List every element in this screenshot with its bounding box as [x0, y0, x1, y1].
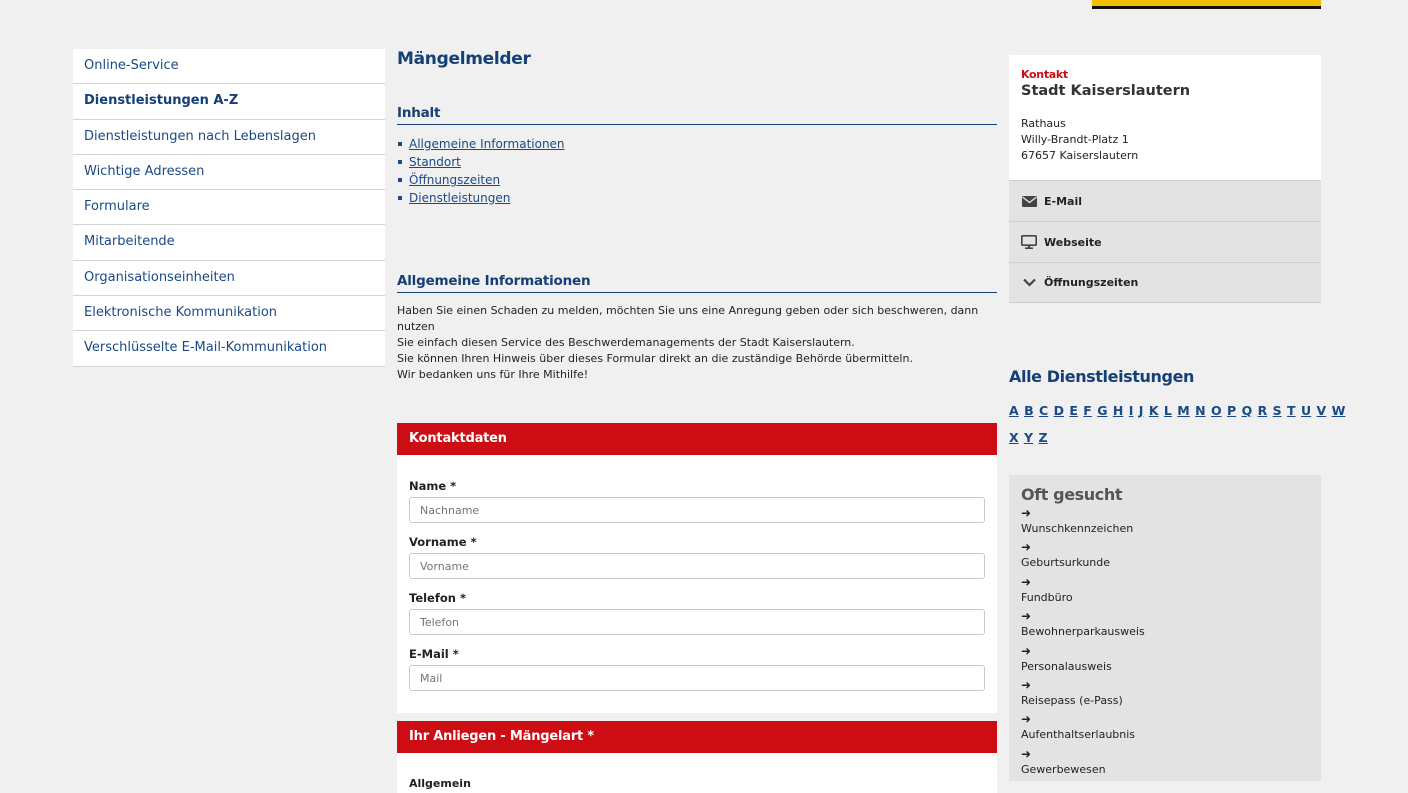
- alle-dienstleistungen: [1009, 367, 1346, 451]
- chevron-down-icon: [1021, 276, 1037, 290]
- arrow-right-icon: ➜: [1021, 609, 1032, 624]
- letter-link-h[interactable]: H: [1112, 403, 1124, 418]
- oft-gesucht-label[interactable]: Reisepass (e-Pass): [1021, 693, 1123, 707]
- contact-address: [1021, 116, 1309, 164]
- toc-link-allgemeine-informationen[interactable]: Allgemeine Informationen: [409, 137, 565, 151]
- oft-gesucht-label[interactable]: Bewohnerparkausweis: [1021, 625, 1145, 639]
- toc-link-standort[interactable]: Standort: [409, 155, 461, 169]
- letter-link-y[interactable]: Y: [1024, 430, 1034, 445]
- contact-box: [1009, 55, 1321, 303]
- contact-website-label: Webseite: [1044, 235, 1102, 249]
- oft-gesucht-item[interactable]: [1021, 644, 1309, 678]
- letter-link-v[interactable]: V: [1316, 403, 1327, 418]
- oft-gesucht-label[interactable]: Personalausweis: [1021, 659, 1112, 673]
- info-line: Sie können Ihren Hinweis über dieses Formular direkt an die zuständige Behörde übermitteln.: [397, 352, 913, 365]
- allgemein-label: Allgemein: [409, 777, 471, 790]
- info-line: Wir bedanken uns für Ihre Mithilfe!: [397, 368, 589, 381]
- address-line: 67657 Kaiserslautern: [1021, 149, 1139, 162]
- contact-hours-label: Öffnungszeiten: [1044, 276, 1139, 289]
- letter-link-l[interactable]: L: [1163, 403, 1172, 418]
- info-heading: Allgemeine Informationen: [397, 273, 997, 293]
- letter-link-e[interactable]: E: [1069, 403, 1078, 418]
- letter-link-a[interactable]: A: [1009, 403, 1019, 418]
- arrow-right-icon: ➜: [1021, 712, 1032, 727]
- oft-gesucht-item[interactable]: [1021, 609, 1309, 643]
- oft-gesucht-label[interactable]: Gewerbewesen: [1021, 762, 1106, 776]
- address-line: Rathaus: [1021, 117, 1066, 130]
- info-line: Sie einfach diesen Service des Beschwerdemanagements der Stadt Kaiserslautern.: [397, 336, 855, 349]
- left-navigation: [73, 49, 385, 367]
- letter-link-i[interactable]: I: [1128, 403, 1134, 418]
- nachname-input[interactable]: [409, 497, 985, 523]
- name-label: Name *: [409, 479, 457, 493]
- letter-link-s[interactable]: S: [1272, 403, 1282, 418]
- oft-gesucht-item[interactable]: [1021, 712, 1309, 746]
- page-title: Mängelmelder: [397, 49, 531, 69]
- contact-email-label: E-Mail: [1044, 194, 1082, 208]
- oft-gesucht-item[interactable]: [1021, 747, 1309, 781]
- nav-item-dienstleistungen-a-z[interactable]: Dienstleistungen A-Z: [73, 84, 385, 119]
- letter-link-f[interactable]: F: [1083, 403, 1092, 418]
- anliegen-panel: [397, 721, 997, 793]
- arrow-right-icon: ➜: [1021, 506, 1032, 520]
- letter-link-k[interactable]: K: [1148, 403, 1159, 418]
- monitor-icon: [1021, 235, 1037, 249]
- oft-gesucht-label[interactable]: Fundbüro: [1021, 590, 1073, 604]
- arrow-right-icon: ➜: [1021, 677, 1032, 692]
- kontaktdaten-panel: [397, 423, 997, 713]
- letter-link-n[interactable]: N: [1195, 403, 1206, 418]
- letter-link-w[interactable]: W: [1331, 403, 1346, 418]
- oft-gesucht-item[interactable]: [1021, 506, 1309, 540]
- contact-email-button[interactable]: [1009, 180, 1321, 221]
- oft-gesucht-box: [1009, 475, 1321, 781]
- letter-link-t[interactable]: T: [1287, 403, 1296, 418]
- letter-link-q[interactable]: Q: [1241, 403, 1253, 418]
- main-content: [397, 46, 997, 793]
- letter-link-r[interactable]: R: [1257, 403, 1268, 418]
- oft-gesucht-label[interactable]: Wunschkennzeichen: [1021, 522, 1134, 535]
- info-text: [397, 303, 997, 383]
- nav-item-online-service[interactable]: Online-Service: [73, 49, 385, 84]
- table-of-contents: [397, 135, 997, 207]
- oft-gesucht-item[interactable]: [1021, 678, 1309, 712]
- email-label: E-Mail *: [409, 647, 459, 661]
- nav-item-elektronische-kommunikation[interactable]: Elektronische Kommunikation: [73, 296, 385, 331]
- oft-gesucht-heading: Oft gesucht: [1021, 485, 1123, 504]
- anliegen-form: [397, 753, 997, 793]
- oft-gesucht-list: [1021, 506, 1309, 781]
- info-line: Haben Sie einen Schaden zu melden, möchten Sie uns eine Anregung geben oder sich beschweren, dann nutzen: [397, 304, 979, 333]
- letter-link-m[interactable]: M: [1177, 403, 1190, 418]
- letter-link-j[interactable]: J: [1138, 403, 1144, 418]
- alle-dienstleistungen-heading: Alle Dienstleistungen: [1009, 367, 1195, 386]
- arrow-right-icon: ➜: [1021, 643, 1032, 658]
- anliegen-heading: Ihr Anliegen - Mängelart *: [397, 721, 997, 753]
- oft-gesucht-item[interactable]: [1021, 540, 1309, 574]
- nav-item-verschluesselte-email[interactable]: Verschlüsselte E-Mail-Kommunikation: [73, 331, 385, 366]
- toc-item[interactable]: [397, 171, 997, 189]
- letter-link-x[interactable]: X: [1009, 430, 1019, 445]
- oft-gesucht-label[interactable]: Aufenthaltserlaubnis: [1021, 728, 1136, 742]
- arrow-right-icon: ➜: [1021, 574, 1032, 589]
- toc-item[interactable]: [397, 189, 997, 207]
- nav-item-lebenslagen[interactable]: Dienstleistungen nach Lebenslagen: [73, 120, 385, 155]
- contact-name: Stadt Kaiserslautern: [1021, 83, 1191, 99]
- oft-gesucht-item[interactable]: [1021, 575, 1309, 609]
- top-accent-bar: [1092, 0, 1321, 9]
- address-line: Willy-Brandt-Platz 1: [1021, 133, 1129, 146]
- nav-item-formulare[interactable]: Formulare: [73, 190, 385, 225]
- letter-link-o[interactable]: O: [1210, 403, 1222, 418]
- contact-kicker: Kontakt: [1021, 68, 1068, 81]
- toc-item[interactable]: [397, 153, 997, 171]
- toc-link-dienstleistungen[interactable]: Dienstleistungen: [409, 191, 511, 205]
- toc-item[interactable]: [397, 135, 997, 153]
- nav-item-organisationseinheiten[interactable]: Organisationseinheiten: [73, 261, 385, 296]
- kontaktdaten-heading: Kontaktdaten: [397, 423, 997, 455]
- vorname-input[interactable]: [409, 553, 985, 579]
- email-input[interactable]: [409, 665, 985, 691]
- envelope-icon: [1021, 194, 1037, 208]
- nav-item-mitarbeitende[interactable]: Mitarbeitende: [73, 225, 385, 260]
- letter-link-c[interactable]: C: [1039, 403, 1049, 418]
- nav-item-wichtige-adressen[interactable]: Wichtige Adressen: [73, 155, 385, 190]
- arrow-right-icon: ➜: [1021, 746, 1032, 761]
- oft-gesucht-label[interactable]: Geburtsurkunde: [1021, 556, 1111, 570]
- letter-link-p[interactable]: P: [1227, 403, 1237, 418]
- toc-link-oeffnungszeiten[interactable]: Öffnungszeiten: [409, 173, 501, 187]
- letter-link-b[interactable]: B: [1024, 403, 1034, 418]
- toc-heading: Inhalt: [397, 105, 997, 125]
- vorname-label: Vorname *: [409, 535, 477, 549]
- telefon-label: Telefon *: [409, 591, 466, 605]
- letter-link-d[interactable]: D: [1053, 403, 1064, 418]
- letter-link-g[interactable]: G: [1097, 403, 1108, 418]
- contact-website-button[interactable]: [1009, 221, 1321, 262]
- letter-link-u[interactable]: U: [1300, 403, 1312, 418]
- telefon-input[interactable]: [409, 609, 985, 635]
- letter-link-z[interactable]: Z: [1038, 430, 1048, 445]
- alphabet-index: [1009, 397, 1346, 451]
- contact-hours-toggle[interactable]: [1009, 262, 1321, 303]
- kontaktdaten-form: [397, 455, 997, 713]
- arrow-right-icon: ➜: [1021, 540, 1032, 555]
